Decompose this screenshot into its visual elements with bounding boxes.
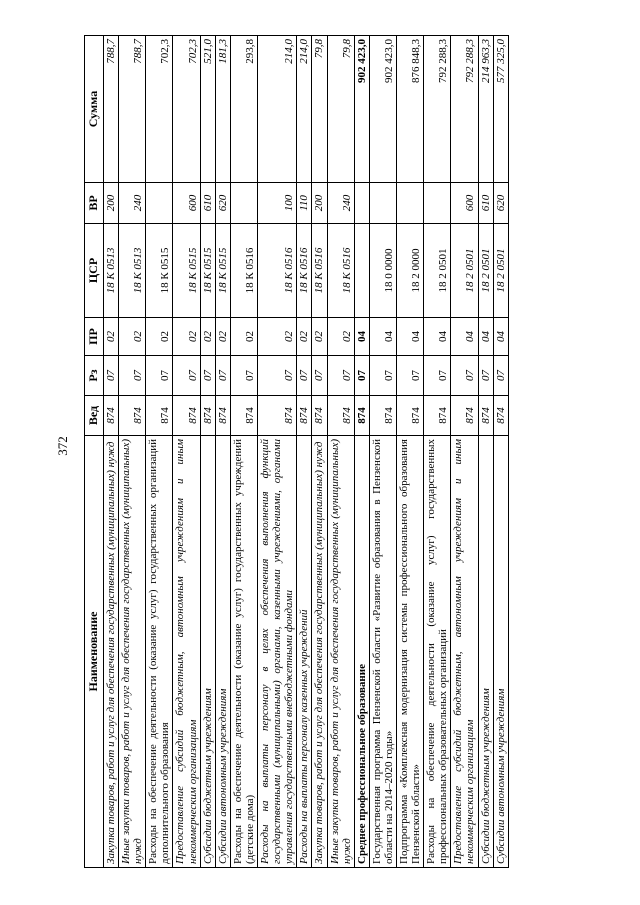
cell-vr: 620 xyxy=(215,183,230,224)
cell-ved: 874 xyxy=(119,396,146,436)
cell-sum: 788,7 xyxy=(119,36,146,183)
cell-csr: 18 2 0501 xyxy=(451,224,478,318)
cell-ved: 874 xyxy=(493,396,508,436)
cell-name: Государственная программа Пензенской области «Развитие образования в Пензенской области на 2014–2020 годы» xyxy=(369,436,396,868)
cell-pr: 02 xyxy=(312,318,327,356)
cell-ved: 874 xyxy=(478,396,493,436)
cell-sum: 792 288,3 xyxy=(451,36,478,183)
cell-sum: 214,0 xyxy=(297,36,312,183)
cell-ved: 874 xyxy=(327,396,354,436)
cell-rz: 07 xyxy=(146,356,173,396)
table-row xyxy=(215,36,230,868)
cell-pr: 02 xyxy=(258,318,297,356)
cell-sum: 788,7 xyxy=(104,36,119,183)
cell-rz: 07 xyxy=(451,356,478,396)
cell-pr: 04 xyxy=(369,318,396,356)
table-row xyxy=(312,36,327,868)
cell-name: Среднее профессиональное образование xyxy=(354,436,369,868)
cell-csr: 18 К 0515 xyxy=(173,224,200,318)
cell-vr xyxy=(354,183,369,224)
cell-pr: 04 xyxy=(396,318,423,356)
cell-vr xyxy=(396,183,423,224)
cell-ved: 874 xyxy=(258,396,297,436)
cell-sum: 902 423,0 xyxy=(354,36,369,183)
cell-pr: 02 xyxy=(173,318,200,356)
cell-rz: 07 xyxy=(215,356,230,396)
cell-vr: 600 xyxy=(173,183,200,224)
cell-csr: 18 2 0501 xyxy=(493,224,508,318)
header-ved: Вед xyxy=(85,396,104,436)
table-row xyxy=(493,36,508,868)
cell-ved: 874 xyxy=(424,396,451,436)
table-row xyxy=(297,36,312,868)
cell-name: Подпрограмма «Комплексная модернизация системы профессионального образования Пензенской области» xyxy=(396,436,423,868)
cell-pr: 04 xyxy=(478,318,493,356)
cell-sum: 876 848,3 xyxy=(396,36,423,183)
cell-vr xyxy=(424,183,451,224)
cell-vr: 110 xyxy=(297,183,312,224)
cell-vr: 200 xyxy=(312,183,327,224)
cell-vr: 200 xyxy=(104,183,119,224)
cell-sum: 79,8 xyxy=(327,36,354,183)
cell-pr: 02 xyxy=(230,318,257,356)
cell-vr: 610 xyxy=(200,183,215,224)
cell-csr: 18 2 0501 xyxy=(424,224,451,318)
cell-csr: 18 К 0513 xyxy=(104,224,119,318)
header-rz: Рз xyxy=(85,356,104,396)
cell-vr: 240 xyxy=(119,183,146,224)
cell-sum: 521,0 xyxy=(200,36,215,183)
cell-csr: 18 2 0501 xyxy=(478,224,493,318)
cell-pr: 04 xyxy=(451,318,478,356)
cell-pr: 04 xyxy=(424,318,451,356)
cell-rz: 07 xyxy=(396,356,423,396)
cell-csr: 18 К 0513 xyxy=(119,224,146,318)
header-name: Наименование xyxy=(85,436,104,868)
cell-sum: 577 325,0 xyxy=(493,36,508,183)
cell-ved: 874 xyxy=(200,396,215,436)
cell-ved: 874 xyxy=(230,396,257,436)
cell-sum: 214 963,3 xyxy=(478,36,493,183)
cell-vr xyxy=(369,183,396,224)
cell-csr: 18 2 0000 xyxy=(396,224,423,318)
table-row xyxy=(327,36,354,868)
cell-csr: 18 К 0516 xyxy=(327,224,354,318)
cell-csr: 18 К 0516 xyxy=(258,224,297,318)
cell-name: Закупка товаров, работ и услуг для обеспечения государственных (муниципальных) нужд xyxy=(104,436,119,868)
cell-name: Субсидии бюджетным учреждениям xyxy=(478,436,493,868)
cell-name: Расходы на обеспечение деятельности (оказание услуг) государственных учреждений (детские дома) xyxy=(230,436,257,868)
table-row xyxy=(478,36,493,868)
cell-sum: 702,3 xyxy=(146,36,173,183)
table-row xyxy=(119,36,146,868)
cell-rz: 07 xyxy=(327,356,354,396)
table-row xyxy=(146,36,173,868)
cell-rz: 07 xyxy=(424,356,451,396)
cell-csr: 18 0 0000 xyxy=(369,224,396,318)
cell-vr: 610 xyxy=(478,183,493,224)
table-header xyxy=(85,36,104,868)
cell-pr: 02 xyxy=(146,318,173,356)
cell-ved: 874 xyxy=(215,396,230,436)
cell-rz: 07 xyxy=(478,356,493,396)
budget-table xyxy=(84,35,509,868)
cell-rz: 07 xyxy=(493,356,508,396)
table-row xyxy=(396,36,423,868)
table-row xyxy=(200,36,215,868)
table-row xyxy=(369,36,396,868)
cell-pr: 02 xyxy=(200,318,215,356)
cell-rz: 07 xyxy=(104,356,119,396)
header-csr: ЦСР xyxy=(85,224,104,318)
table-row xyxy=(173,36,200,868)
table-body xyxy=(104,36,509,868)
cell-rz: 07 xyxy=(354,356,369,396)
cell-pr: 02 xyxy=(327,318,354,356)
cell-rz: 07 xyxy=(297,356,312,396)
cell-sum: 702,3 xyxy=(173,36,200,183)
cell-rz: 07 xyxy=(119,356,146,396)
cell-ved: 874 xyxy=(369,396,396,436)
cell-ved: 874 xyxy=(396,396,423,436)
cell-vr: 600 xyxy=(451,183,478,224)
cell-rz: 07 xyxy=(230,356,257,396)
cell-name: Иные закупки товаров, работ и услуг для обеспечения государственных (муниципальных) нужд xyxy=(327,436,354,868)
cell-rz: 07 xyxy=(369,356,396,396)
cell-ved: 874 xyxy=(312,396,327,436)
cell-ved: 874 xyxy=(451,396,478,436)
cell-pr: 04 xyxy=(493,318,508,356)
cell-name: Расходы на выплаты персоналу казенных учреждений xyxy=(297,436,312,868)
page-number: 372 xyxy=(55,436,70,456)
cell-name: Расходы на выплаты персоналу в целях обеспечения выполнения функций государственными (муниципальными) органами, казенными учреждениями, органами управления государственными внебюджетными фондами xyxy=(258,436,297,868)
cell-name: Предоставление субсидий бюджетным, автономным учреждениям и иным некоммерческим организациям xyxy=(173,436,200,868)
cell-name: Расходы на обеспечение деятельности (оказание услуг) государственных профессиональных образовательных организаций xyxy=(424,436,451,868)
cell-csr: 18 К 0515 xyxy=(215,224,230,318)
cell-name: Расходы на обеспечение деятельности (оказание услуг) государственных организаций дополнительного образования xyxy=(146,436,173,868)
cell-rz: 07 xyxy=(173,356,200,396)
cell-csr xyxy=(354,224,369,318)
cell-ved: 874 xyxy=(104,396,119,436)
cell-name: Закупка товаров, работ и услуг для обеспечения государственных (муниципальных) нужд xyxy=(312,436,327,868)
cell-name: Иные закупки товаров, работ и услуг для обеспечения государственных (муниципальных) нужд xyxy=(119,436,146,868)
header-pr: ПР xyxy=(85,318,104,356)
table-row xyxy=(104,36,119,868)
header-vr: ВР xyxy=(85,183,104,224)
cell-pr: 02 xyxy=(215,318,230,356)
cell-vr xyxy=(230,183,257,224)
cell-rz: 07 xyxy=(200,356,215,396)
cell-csr: 18 К 0515 xyxy=(200,224,215,318)
cell-rz: 07 xyxy=(258,356,297,396)
cell-sum: 902 423,0 xyxy=(369,36,396,183)
cell-name: Субсидии бюджетным учреждениям xyxy=(200,436,215,868)
cell-name: Субсидии автономным учреждениям xyxy=(215,436,230,868)
cell-name: Субсидии автономным учреждениям xyxy=(493,436,508,868)
cell-pr: 02 xyxy=(104,318,119,356)
cell-sum: 293,8 xyxy=(230,36,257,183)
cell-vr: 620 xyxy=(493,183,508,224)
cell-csr: 18 К 0516 xyxy=(312,224,327,318)
cell-sum: 214,0 xyxy=(258,36,297,183)
cell-csr: 18 К 0516 xyxy=(230,224,257,318)
cell-pr: 04 xyxy=(354,318,369,356)
cell-sum: 79,8 xyxy=(312,36,327,183)
cell-pr: 02 xyxy=(297,318,312,356)
cell-pr: 02 xyxy=(119,318,146,356)
table-row xyxy=(230,36,257,868)
cell-ved: 874 xyxy=(146,396,173,436)
cell-ved: 874 xyxy=(173,396,200,436)
rotated-table-container xyxy=(84,36,551,868)
table-row xyxy=(354,36,369,868)
header-sum: Сумма xyxy=(85,36,104,183)
table-row xyxy=(451,36,478,868)
table-row xyxy=(258,36,297,868)
cell-ved: 874 xyxy=(297,396,312,436)
cell-csr: 18 К 0515 xyxy=(146,224,173,318)
cell-csr: 18 К 0516 xyxy=(297,224,312,318)
cell-name: Предоставление субсидий бюджетным, автономным учреждениям и иным некоммерческим организациям xyxy=(451,436,478,868)
cell-ved: 874 xyxy=(354,396,369,436)
cell-vr: 240 xyxy=(327,183,354,224)
cell-vr: 100 xyxy=(258,183,297,224)
cell-sum: 792 288,3 xyxy=(424,36,451,183)
cell-sum: 181,3 xyxy=(215,36,230,183)
cell-rz: 07 xyxy=(312,356,327,396)
table-row xyxy=(424,36,451,868)
cell-vr xyxy=(146,183,173,224)
